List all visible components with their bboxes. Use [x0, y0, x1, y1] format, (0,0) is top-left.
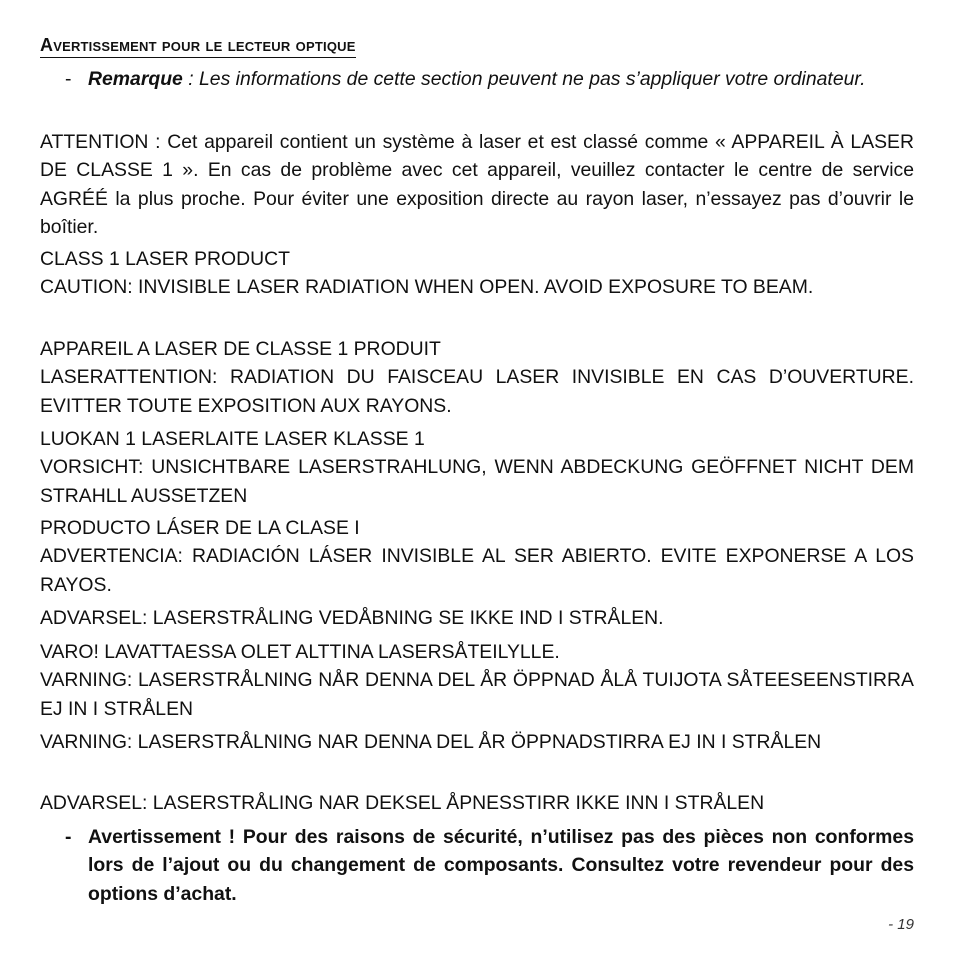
- norwegian-laser-label: [40, 789, 914, 817]
- fi-caution: VARO! LAVATTAESSA OLET ALTTINA LASERSÅTEILYLLE.: [40, 641, 560, 663]
- fr-title: APPAREIL A LASER DE CLASSE 1 PRODUIT: [40, 338, 441, 360]
- page-number: - 19: [888, 916, 914, 933]
- finnish-swedish-laser-label: [40, 638, 914, 723]
- english-laser-label: [40, 245, 914, 302]
- swedish-laser-label: [40, 728, 914, 756]
- note-bullet: [65, 65, 914, 93]
- sv-caution: VARNING: LASERSTRÅLNING NÅR DENNA DEL ÅR ÖPPNAD ÅLÅ TUIJOTA SÅTEESEENSTIRRA EJ IN I STRÅLEN: [40, 669, 914, 720]
- warning-text: Avertissement ! Pour des raisons de sécurité, n’utilisez pas des pièces non conformes lors de l’ajout ou du changement de composants. Consultez votre revendeur pour des options d’achat.: [88, 826, 914, 905]
- en-caution: CAUTION: INVISIBLE LASER RADIATION WHEN OPEN. AVOID EXPOSURE TO BEAM.: [40, 276, 814, 299]
- note-text: [88, 65, 914, 93]
- note-label: Remarque: [88, 68, 183, 90]
- en-title: CLASS 1 LASER PRODUCT: [40, 248, 290, 270]
- bullet-dash: -: [65, 826, 72, 848]
- warning-bullet: [65, 823, 914, 908]
- es-title: PRODUCTO LÁSER DE LA CLASE I: [40, 517, 360, 539]
- spanish-laser-label: [40, 514, 914, 599]
- no-caution: ADVARSEL: LASERSTRÅLING NAR DEKSEL ÅPNESSTIRR IKKE INN I STRÅLEN: [40, 792, 765, 814]
- fi-title: LUOKAN 1 LASERLAITE LASER KLASSE 1: [40, 428, 425, 450]
- finnish-german-laser-label: [40, 425, 914, 510]
- de-caution: VORSICHT: UNSICHTBARE LASERSTRAHLUNG, WENN ABDECKUNG GEÖFFNET NICHT DEM STRAHLL AUSSETZEN: [40, 456, 914, 507]
- danish-laser-label: [40, 604, 914, 632]
- es-caution: ADVERTENCIA: RADIACIÓN LÁSER INVISIBLE AL SER ABIERTO. EVITE EXPONERSE A LOS RAYOS.: [40, 545, 914, 596]
- french-laser-label: [40, 335, 914, 420]
- bullet-dash: -: [65, 68, 72, 90]
- da-caution: ADVARSEL: LASERSTRÅLING VEDÅBNING SE IKKE IND I STRÅLEN.: [40, 607, 664, 629]
- fr-caution: LASERATTENTION: RADIATION DU FAISCEAU LASER INVISIBLE EN CAS D’OUVERTURE. EVITTER TOUTE EXPOSITION AUX RAYONS.: [40, 366, 914, 417]
- note-body: : Les informations de cette section peuvent ne pas s’appliquer votre ordinateur.: [182, 68, 866, 90]
- attention-text: ATTENTION : Cet appareil contient un système à laser et est classé comme « APPAREIL À LASER DE CLASSE 1 ». En cas de problème avec cet appareil, veuillez contacter le centre de service AGRÉÉ la plus proche. Pour éviter une exposition directe au rayon laser, n’essayez pas d’ouvrir le boîtier.: [40, 131, 914, 238]
- sv-caution-2: VARNING: LASERSTRÅLNING NAR DENNA DEL ÅR ÖPPNADSTIRRA EJ IN I STRÅLEN: [40, 731, 822, 753]
- attention-paragraph: [40, 128, 914, 241]
- section-heading: Avertissement pour le lecteur optique: [40, 33, 356, 58]
